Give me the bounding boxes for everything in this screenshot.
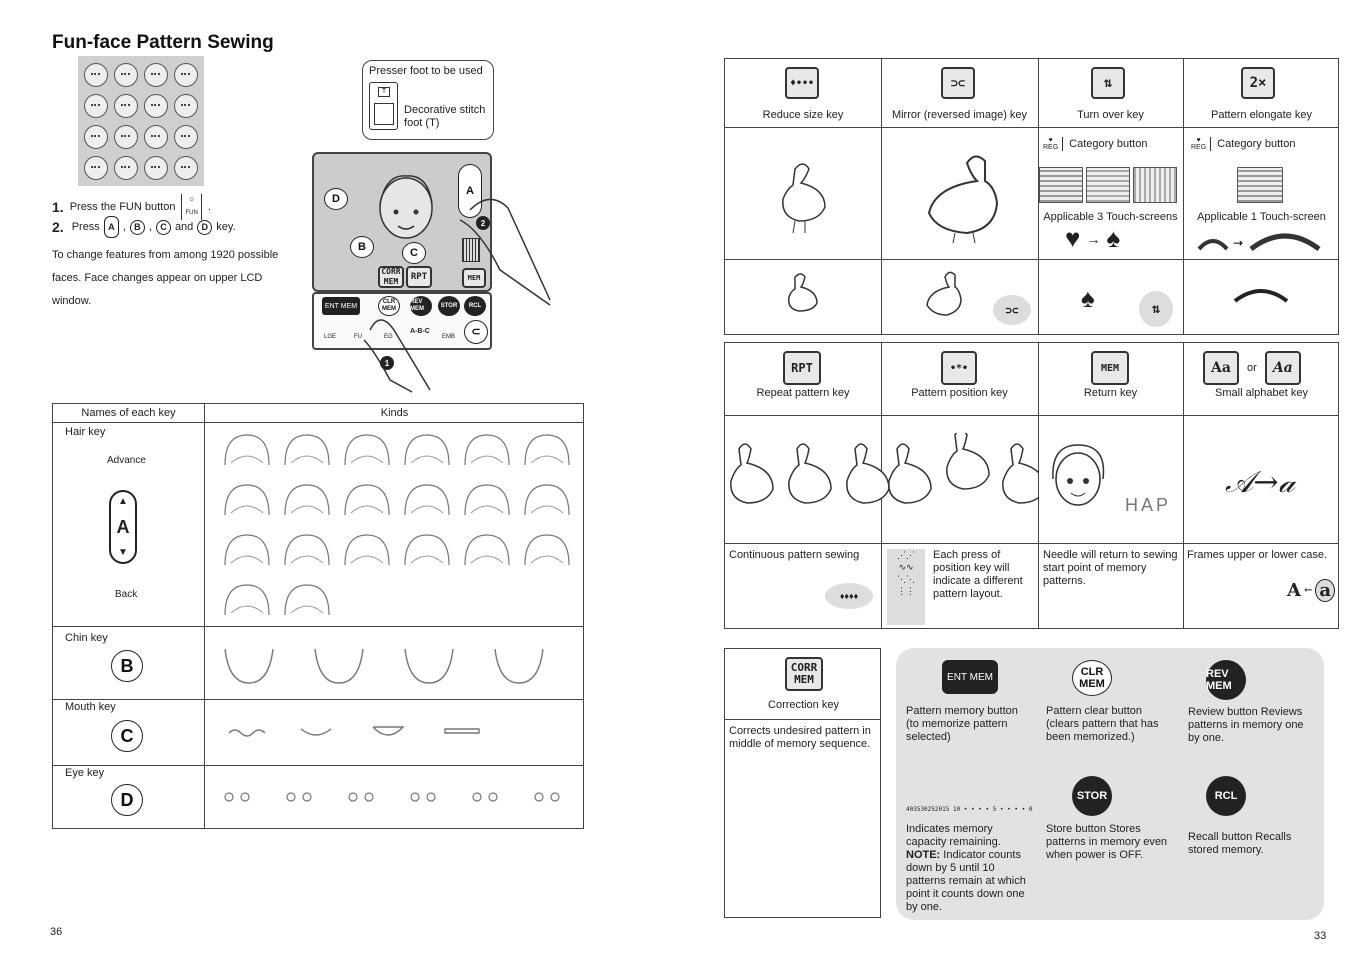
b-key-icon: B (111, 650, 143, 682)
hair-kind (525, 435, 569, 465)
rcl-button[interactable]: RCL (464, 296, 486, 316)
hair-kind-detail (411, 506, 443, 513)
duck-mirror-small-illustration (915, 269, 971, 325)
position-desc: Each press of position key will indicate a different pattern layout. (933, 549, 1023, 600)
frames-desc: Frames upper or lower case. (1187, 549, 1327, 561)
hair-kind-detail (291, 456, 323, 463)
applicable-1-label: Applicable 1 Touch-screen (1197, 211, 1326, 223)
hair-kind (345, 535, 389, 565)
small-alphabet-key-icon[interactable]: Aa (1203, 351, 1239, 385)
clr-mem-desc: Pattern clear button (clears pattern that has been memorized.) (1046, 705, 1159, 743)
face-sample (84, 63, 108, 87)
duck-pattern (1003, 444, 1038, 503)
mem-key[interactable]: MEM (462, 268, 486, 288)
presser-foot-icon: T (369, 82, 398, 130)
eye-kind (365, 793, 373, 801)
hair-key-icon: ▲ A ▼ (109, 490, 137, 564)
eye-kind (473, 793, 481, 801)
repeat-pattern-key-label: Repeat pattern key (756, 387, 850, 399)
hair-kind-detail (351, 506, 383, 513)
return-desc: Needle will return to sewing start point of memory patterns. (1043, 549, 1178, 587)
alphabet-arrow-illustration: 𝒜→𝒶 (1225, 465, 1295, 500)
chin-kind (315, 649, 363, 683)
category-button-1 (1043, 137, 1147, 151)
stor-button[interactable]: STOR (1072, 776, 1112, 816)
arc-illustration (1231, 285, 1291, 305)
step-number: 2. (52, 218, 64, 235)
pattern-position-key-label: Pattern position key (911, 387, 1008, 399)
ent-mem-desc: Pattern memory button (to memorize pattern selected) (906, 705, 1018, 743)
eye-kind (303, 793, 311, 801)
step-text: Press the FUN button (69, 200, 176, 213)
clr-mem-button[interactable]: CLR MEM (378, 296, 400, 316)
reduce-size-key-label: Reduce size key (762, 109, 844, 121)
mouth-key-label: Mouth key (65, 701, 116, 713)
repeat-pattern-key-icon[interactable]: RPT (783, 351, 821, 385)
hair-kind (345, 485, 389, 515)
frame-case-illustration: A ← a (1287, 579, 1335, 602)
mirror-key-icon[interactable]: ⊃⊂ (941, 67, 975, 99)
turn-over-key-icon[interactable]: ⇅ (1091, 67, 1125, 99)
hair-kind (285, 585, 329, 615)
mouth-kind (229, 730, 265, 736)
hair-kind (405, 485, 449, 515)
hair-kind-detail (531, 506, 563, 513)
face-sample (84, 94, 108, 118)
abc-button[interactable]: A-B-C (410, 328, 430, 335)
hair-kind-detail (351, 556, 383, 563)
duck-pattern (789, 444, 831, 503)
correction-desc: Corrects undesired pattern in middle of memory sequence. (729, 725, 871, 750)
hair-kind (525, 485, 569, 515)
face-sample (114, 125, 138, 149)
d-key-icon: D (197, 220, 212, 235)
return-key-icon[interactable]: MEM (1091, 351, 1129, 385)
c-key[interactable]: C (402, 242, 426, 264)
correction-key-label: Correction key (768, 699, 839, 711)
duck-mirrored-illustration (915, 151, 1015, 247)
correction-key-box (724, 648, 881, 918)
face-sample (174, 63, 198, 87)
rev-mem-button[interactable]: REV MEM (410, 296, 432, 316)
duck-pattern (847, 444, 889, 503)
face-sample (174, 125, 198, 149)
pattern-position-key-icon[interactable]: •*• (941, 351, 977, 385)
description-line: window. (52, 295, 92, 307)
c-key-icon: C (111, 720, 143, 752)
presser-foot-label: Presser foot to be used (369, 65, 483, 77)
arc-elongate-illustration (1195, 227, 1325, 255)
hair-kind (285, 535, 329, 565)
hair-kind (225, 485, 269, 515)
chin-key-label: Chin key (65, 632, 108, 644)
description-line: To change features from among 1920 possible (52, 249, 279, 261)
table-pattern-keys (724, 342, 1339, 629)
separator: , (122, 220, 126, 233)
eye-kind (427, 793, 435, 801)
step-2 (52, 216, 236, 238)
face-sample (144, 94, 168, 118)
return-icon[interactable]: ⊂ (464, 320, 488, 344)
eye-kind (349, 793, 357, 801)
page-number-right: 33 (1314, 930, 1327, 942)
eye-kind (225, 793, 233, 801)
pattern-elongate-key-icon[interactable]: 2× (1241, 67, 1275, 99)
position-layouts-icon: ⋰⋰ ∿∿ ⋱⋱ ⋮⋮ (887, 549, 925, 625)
page-title: Fun-face Pattern Sewing (52, 32, 274, 53)
or-text: or (1247, 361, 1257, 374)
kinds-drawings (205, 423, 585, 829)
face-sample (174, 156, 198, 180)
ent-mem-button[interactable]: ENT MEM (942, 660, 998, 694)
stor-desc: Store button Stores patterns in memory even when power is OFF. (1046, 823, 1168, 861)
face-sample (174, 94, 198, 118)
lge-label: LGE (324, 334, 337, 340)
a-key[interactable]: A (458, 164, 482, 218)
duck-small-illustration (775, 159, 835, 239)
chin-kind (405, 649, 453, 683)
a-key-icon: A (104, 216, 119, 238)
hair-kind-detail (471, 506, 503, 513)
indicator-desc: Indicates memory capacity remaining. NOTE: Indicator counts down by 5 until 10 patterns remain at which point it counts down one by one. (906, 823, 1026, 913)
b-key-icon: B (130, 220, 145, 235)
pattern-elongate-key-label: Pattern elongate key (1211, 109, 1312, 121)
emb-label: EMB (442, 334, 456, 340)
hair-kind (405, 535, 449, 565)
eye-kind (489, 793, 497, 801)
eye-key-label: Eye key (65, 767, 105, 779)
mirror-key-label: Mirror (reversed image) key (891, 109, 1028, 121)
hair-kind-detail (351, 456, 383, 463)
fun-button-icon: ☺ FUN (181, 194, 201, 220)
reg-icon: ♥ REG (1191, 137, 1211, 151)
presser-foot-name: Decorative stitch foot (T) (404, 104, 486, 129)
hair-kind-detail (471, 456, 503, 463)
hair-kind-detail (291, 556, 323, 563)
corr-mem-key-icon[interactable]: CORR MEM (785, 657, 823, 691)
category-button-label: Category button (1069, 137, 1148, 150)
rcl-button[interactable]: RCL (1206, 776, 1246, 816)
hap-text: HAP (1125, 495, 1172, 515)
hair-kind (225, 535, 269, 565)
mirror-key-icon-small: ⊃⊂ (993, 295, 1031, 325)
face-sample (84, 125, 108, 149)
hair-kind-detail (411, 456, 443, 463)
hair-key-label: Hair key (65, 426, 106, 438)
advance-label: Advance (107, 455, 146, 466)
small-alphabet-key-label: Small alphabet key (1215, 387, 1308, 399)
note-label: NOTE: (906, 849, 941, 861)
c-key-icon: C (156, 220, 171, 235)
hair-kind (465, 535, 509, 565)
face-sample (114, 94, 138, 118)
eye-kind (551, 793, 559, 801)
ent-mem-button[interactable]: ENT MEM (322, 297, 360, 315)
turn-over-key-label: Turn over key (1077, 109, 1144, 121)
memory-buttons-panel (896, 648, 1324, 920)
hair-kind-detail (231, 606, 263, 613)
turn-over-key-icon-small: ⇅ (1139, 291, 1173, 327)
touch-screen-1 (1237, 167, 1283, 203)
heart-flip-illustration: ♥ → ♠ (1065, 223, 1121, 253)
faces-photo (78, 56, 204, 186)
spade-illustration: ♠ (1081, 283, 1095, 313)
hair-kind (405, 435, 449, 465)
rpt-small-icon: ♦♦♦♦ (825, 583, 873, 609)
continuous-desc: Continuous pattern sewing (729, 549, 860, 561)
description (52, 244, 292, 313)
corr-mem-key[interactable]: CORR MEM (378, 266, 404, 288)
hair-kind (285, 485, 329, 515)
hair-kind-detail (231, 506, 263, 513)
rcl-desc: Recall button Recalls stored memory. (1188, 831, 1292, 856)
hair-kind-detail (291, 506, 323, 513)
hair-kind (345, 435, 389, 465)
face-sample (84, 156, 108, 180)
face-sample (144, 156, 168, 180)
memory-indicator: 403530252015 10 • • • • 5 • • • • 0 (906, 806, 1033, 813)
keys-table (52, 403, 584, 829)
page-number-left: 36 (50, 926, 63, 938)
ducks-illustration (725, 433, 1038, 523)
description-line: faces. Face changes appear on upper LCD (52, 272, 263, 284)
hair-kind-detail (471, 556, 503, 563)
mouth-kind (445, 729, 479, 733)
reduce-size-key-icon[interactable]: ♦••• (785, 67, 819, 99)
return-key-label: Return key (1083, 387, 1138, 399)
touch-screens-3 (1039, 167, 1177, 203)
clr-mem-button[interactable]: CLR MEM (1072, 660, 1112, 696)
face-sample (114, 63, 138, 87)
header-names: Names of each key (81, 407, 176, 419)
category-button-label: Category button (1217, 137, 1296, 150)
chin-kind (225, 649, 273, 683)
duck-pattern (889, 444, 931, 503)
hair-kind (225, 585, 269, 615)
face-sample (144, 63, 168, 87)
eye-kind (411, 793, 419, 801)
stor-button[interactable]: STOR (438, 296, 460, 316)
hair-kind-detail (231, 456, 263, 463)
hair-kind (465, 435, 509, 465)
chin-kind (495, 649, 543, 683)
small-alphabet-italic-key-icon[interactable]: Aa (1265, 351, 1301, 385)
hair-kind-detail (531, 556, 563, 563)
reg-icon: ♥ REG (1043, 137, 1063, 151)
callout-1: 1 (380, 356, 394, 370)
face-sample (114, 156, 138, 180)
separator: , (148, 220, 152, 233)
hair-kind-detail (291, 606, 323, 613)
presser-foot-box (362, 60, 494, 140)
hair-kind-detail (411, 556, 443, 563)
table-edit-keys (724, 58, 1339, 335)
eye-kind (535, 793, 543, 801)
hair-kind (285, 435, 329, 465)
header-kinds: Kinds (380, 407, 409, 419)
callout-2: 2 (476, 216, 490, 230)
step-number: 1. (52, 198, 64, 215)
mouth-kind (301, 729, 331, 735)
back-label: Back (115, 589, 138, 600)
category-button-2 (1191, 137, 1295, 151)
duck-pattern (731, 444, 773, 503)
hair-kind-detail (531, 456, 563, 463)
duck-reduced-illustration (783, 271, 823, 321)
step-1: 1. Press the FUN button ☺ FUN . (52, 194, 211, 220)
hair-kind (525, 535, 569, 565)
girl-face-illustration (1043, 439, 1113, 519)
svg-text:→: → (1233, 236, 1244, 250)
reg-label: EG (384, 334, 393, 340)
applicable-3-label: Applicable 3 Touch-screens (1043, 211, 1178, 223)
rev-mem-button[interactable]: REV MEM (1206, 660, 1246, 700)
hair-kind (225, 435, 269, 465)
fun-label: FU (354, 334, 362, 340)
hair-kind-detail (231, 556, 263, 563)
rpt-key[interactable]: RPT (406, 266, 432, 288)
key-text: key. (216, 220, 236, 233)
eye-kind (241, 793, 249, 801)
small-alphabet-keys (1203, 351, 1301, 385)
b-key[interactable]: B (350, 236, 374, 258)
mouth-kind (373, 727, 403, 735)
duck-pattern (947, 433, 989, 489)
note-text: Indicator counts down by 5 until 10 patterns remain at which point it counts down one by one. (906, 849, 1026, 913)
d-key[interactable]: D (324, 188, 348, 210)
face-sample (144, 125, 168, 149)
eye-kind (287, 793, 295, 801)
rev-mem-desc: Review button Reviews patterns in memory one by one. (1188, 706, 1304, 744)
hair-kind (465, 485, 509, 515)
d-key-icon: D (111, 784, 143, 816)
step-text: Press (71, 220, 100, 233)
and-text: and (174, 220, 194, 233)
